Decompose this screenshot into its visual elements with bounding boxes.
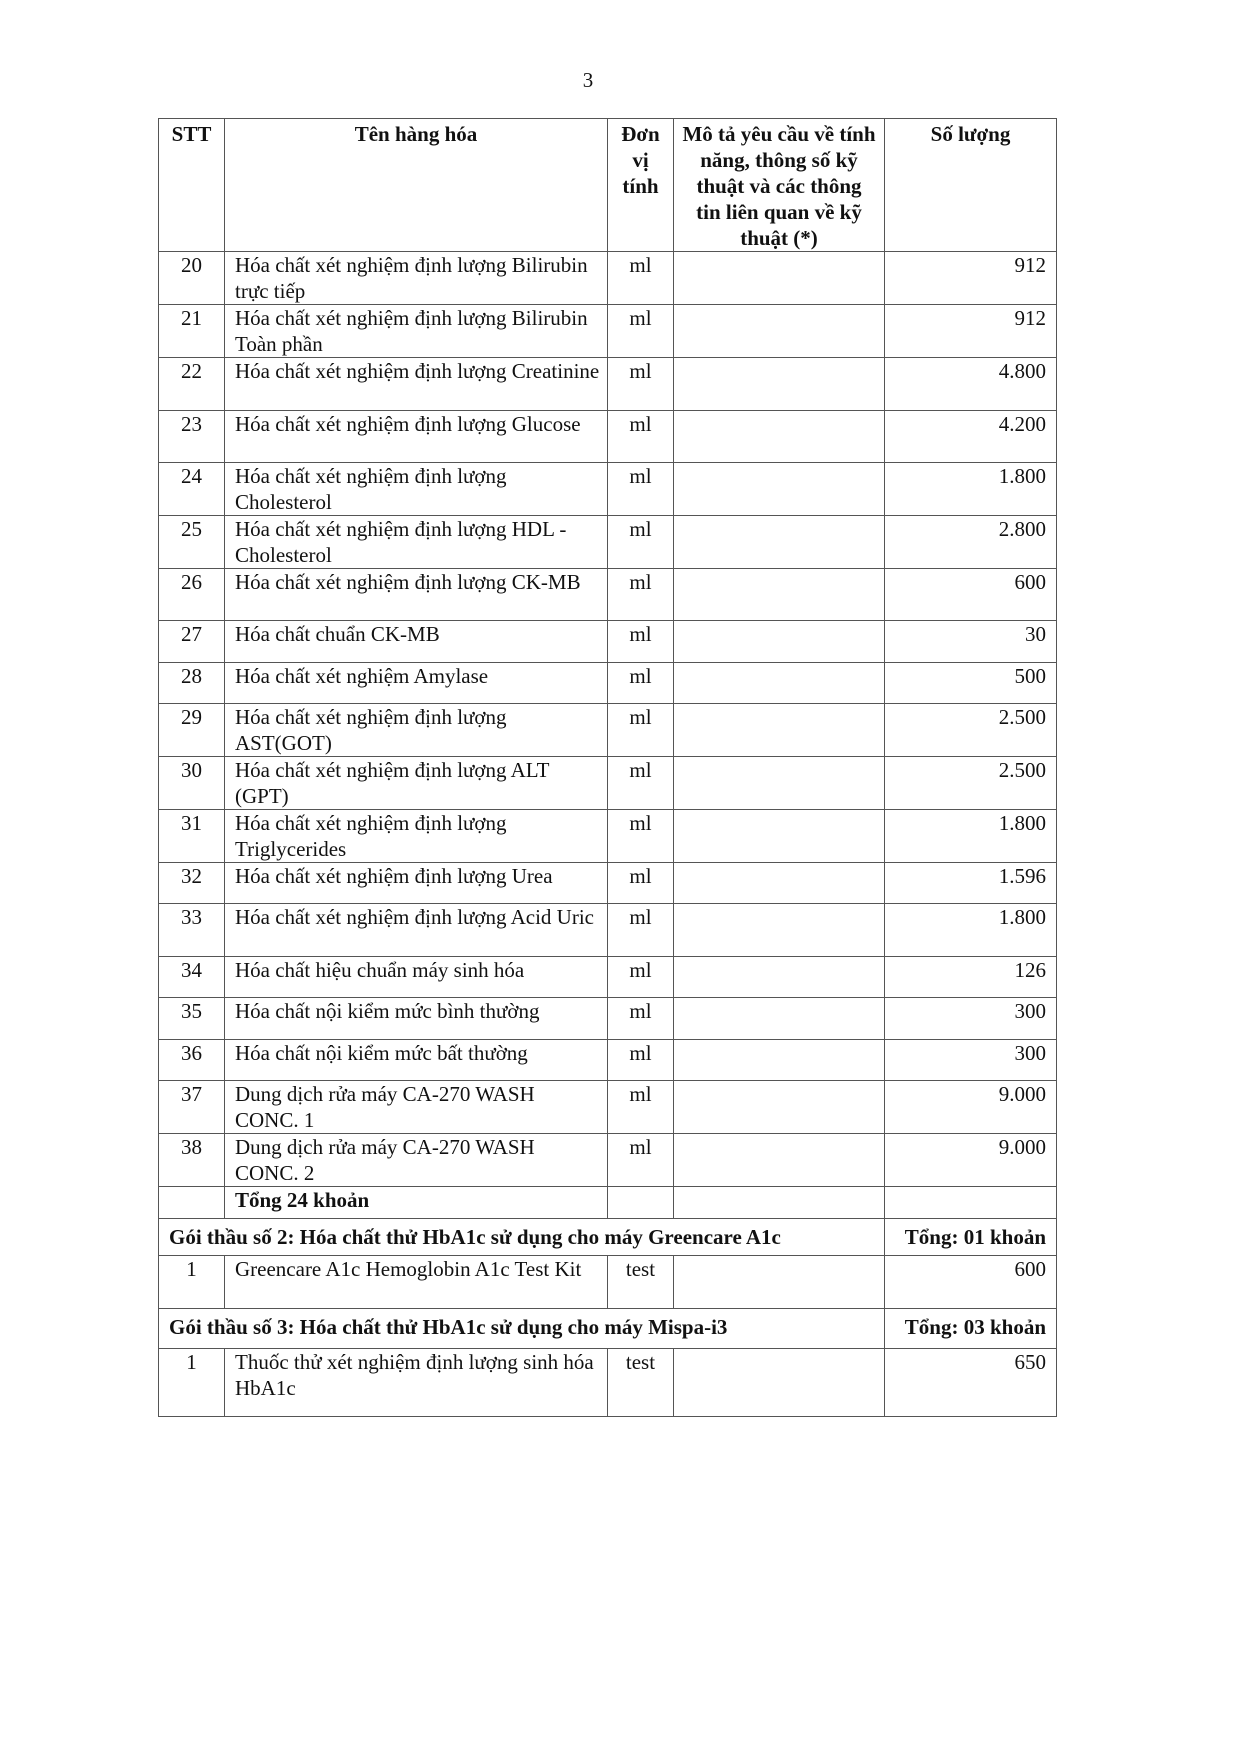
table-row <box>159 1349 1057 1417</box>
row-unit: ml <box>608 704 674 757</box>
row-unit: ml <box>608 757 674 810</box>
row-quantity: 9.000 <box>885 1134 1057 1187</box>
row-name: Dung dịch rửa máy CA-270 WASH CONC. 2 <box>225 1134 608 1187</box>
row-quantity: 30 <box>885 621 1057 663</box>
table-row <box>159 704 1057 757</box>
row-name: Hóa chất chuẩn CK-MB <box>225 621 608 663</box>
row-unit: ml <box>608 411 674 463</box>
row-quantity: 2.500 <box>885 757 1057 810</box>
row-name: Hóa chất xét nghiệm định lượng Creatinine <box>225 358 608 411</box>
row-unit: ml <box>608 663 674 704</box>
row-quantity: 1.800 <box>885 810 1057 863</box>
row-quantity: 912 <box>885 252 1057 305</box>
table-row <box>159 757 1057 810</box>
row-stt: 21 <box>159 305 225 358</box>
row-name: Hóa chất nội kiểm mức bất thường <box>225 1040 608 1081</box>
col-header-quantity: Số lượng <box>885 119 1057 252</box>
row-description <box>674 904 885 957</box>
row-description <box>674 810 885 863</box>
row-description <box>674 1256 885 1309</box>
row-name: Hóa chất xét nghiệm định lượng Cholesterol <box>225 463 608 516</box>
row-description <box>674 863 885 904</box>
row-name: Hóa chất nội kiểm mức bình thường <box>225 998 608 1040</box>
row-stt: 27 <box>159 621 225 663</box>
row-description <box>674 1081 885 1134</box>
row-name: Hóa chất xét nghiệm định lượng Bilirubin Toàn phần <box>225 305 608 358</box>
row-quantity: 126 <box>885 957 1057 998</box>
row-unit: ml <box>608 358 674 411</box>
row-description <box>674 411 885 463</box>
row-stt: 22 <box>159 358 225 411</box>
col-header-unit: Đơn vị tính <box>608 119 674 252</box>
table-row <box>159 863 1057 904</box>
empty-cell <box>159 1187 225 1219</box>
row-unit: ml <box>608 1134 674 1187</box>
row-name: Thuốc thử xét nghiệm định lượng sinh hóa HbA1c <box>225 1349 608 1417</box>
row-unit: ml <box>608 463 674 516</box>
row-description <box>674 998 885 1040</box>
goods-table <box>158 118 1057 1417</box>
row-quantity: 300 <box>885 998 1057 1040</box>
row-stt: 26 <box>159 569 225 621</box>
table-row <box>159 252 1057 305</box>
col-header-stt: STT <box>159 119 225 252</box>
col-header-description: Mô tả yêu cầu về tính năng, thông số kỹ thuật và các thông tin liên quan về kỹ thuật (*) <box>674 119 885 252</box>
row-unit: ml <box>608 810 674 863</box>
row-stt: 24 <box>159 463 225 516</box>
row-stt: 29 <box>159 704 225 757</box>
row-description <box>674 1134 885 1187</box>
table-row <box>159 463 1057 516</box>
table-row <box>159 663 1057 704</box>
row-stt: 20 <box>159 252 225 305</box>
row-stt: 32 <box>159 863 225 904</box>
table-row <box>159 305 1057 358</box>
row-name: Hóa chất xét nghiệm định lượng Bilirubin trực tiếp <box>225 252 608 305</box>
row-description <box>674 757 885 810</box>
row-name: Hóa chất xét nghiệm định lượng AST(GOT) <box>225 704 608 757</box>
table-row <box>159 810 1057 863</box>
row-stt: 25 <box>159 516 225 569</box>
row-name: Hóa chất xét nghiệm Amylase <box>225 663 608 704</box>
row-unit: ml <box>608 998 674 1040</box>
row-unit: ml <box>608 569 674 621</box>
row-stt: 23 <box>159 411 225 463</box>
row-name: Hóa chất xét nghiệm định lượng Triglycerides <box>225 810 608 863</box>
row-stt: 30 <box>159 757 225 810</box>
table-row <box>159 1256 1057 1309</box>
row-unit: test <box>608 1349 674 1417</box>
row-name: Hóa chất hiệu chuẩn máy sinh hóa <box>225 957 608 998</box>
table-row <box>159 1081 1057 1134</box>
table-row <box>159 1134 1057 1187</box>
table-row <box>159 569 1057 621</box>
header-row <box>159 119 1057 252</box>
row-description <box>674 704 885 757</box>
package3-total: Tổng: 03 khoản <box>885 1309 1057 1349</box>
empty-cell <box>674 1187 885 1219</box>
page-number: 3 <box>582 68 594 92</box>
row-quantity: 500 <box>885 663 1057 704</box>
package2-total: Tổng: 01 khoản <box>885 1219 1057 1256</box>
row-name: Hóa chất xét nghiệm định lượng ALT (GPT) <box>225 757 608 810</box>
empty-cell <box>885 1187 1057 1219</box>
row-name: Dung dịch rửa máy CA-270 WASH CONC. 1 <box>225 1081 608 1134</box>
table-row <box>159 621 1057 663</box>
row-name: Hóa chất xét nghiệm định lượng Acid Uric <box>225 904 608 957</box>
row-name: Hóa chất xét nghiệm định lượng Glucose <box>225 411 608 463</box>
row-stt: 34 <box>159 957 225 998</box>
row-description <box>674 305 885 358</box>
row-unit: ml <box>608 1081 674 1134</box>
row-quantity: 2.800 <box>885 516 1057 569</box>
package1-total: Tổng 24 khoản <box>225 1187 608 1219</box>
row-description <box>674 1349 885 1417</box>
package1-total-row <box>159 1187 1057 1219</box>
row-stt: 35 <box>159 998 225 1040</box>
table-row <box>159 957 1057 998</box>
row-description <box>674 358 885 411</box>
row-stt: 38 <box>159 1134 225 1187</box>
package3-header-row <box>159 1309 1057 1349</box>
row-description <box>674 569 885 621</box>
row-unit: ml <box>608 863 674 904</box>
row-quantity: 4.800 <box>885 358 1057 411</box>
row-unit: ml <box>608 252 674 305</box>
row-stt: 33 <box>159 904 225 957</box>
row-quantity: 300 <box>885 1040 1057 1081</box>
row-stt: 31 <box>159 810 225 863</box>
row-quantity: 600 <box>885 569 1057 621</box>
row-quantity: 4.200 <box>885 411 1057 463</box>
col-header-name: Tên hàng hóa <box>225 119 608 252</box>
row-unit: test <box>608 1256 674 1309</box>
row-quantity: 912 <box>885 305 1057 358</box>
package2-header-row <box>159 1219 1057 1256</box>
row-unit: ml <box>608 1040 674 1081</box>
row-description <box>674 957 885 998</box>
row-description <box>674 621 885 663</box>
row-unit: ml <box>608 904 674 957</box>
row-description <box>674 463 885 516</box>
row-stt: 28 <box>159 663 225 704</box>
table-row <box>159 411 1057 463</box>
row-unit: ml <box>608 957 674 998</box>
row-stt: 37 <box>159 1081 225 1134</box>
table-row <box>159 516 1057 569</box>
row-quantity: 650 <box>885 1349 1057 1417</box>
row-quantity: 1.596 <box>885 863 1057 904</box>
row-description <box>674 663 885 704</box>
table-row <box>159 358 1057 411</box>
row-stt: 1 <box>159 1256 225 1309</box>
row-name: Hóa chất xét nghiệm định lượng Urea <box>225 863 608 904</box>
row-stt: 36 <box>159 1040 225 1081</box>
row-quantity: 1.800 <box>885 463 1057 516</box>
empty-cell <box>608 1187 674 1219</box>
row-unit: ml <box>608 516 674 569</box>
table-row <box>159 998 1057 1040</box>
row-unit: ml <box>608 621 674 663</box>
row-name: Greencare A1c Hemoglobin A1c Test Kit <box>225 1256 608 1309</box>
row-quantity: 600 <box>885 1256 1057 1309</box>
row-unit: ml <box>608 305 674 358</box>
row-description <box>674 516 885 569</box>
package3-title: Gói thầu số 3: Hóa chất thử HbA1c sử dụng cho máy Mispa-i3 <box>159 1309 885 1349</box>
table-row <box>159 904 1057 957</box>
row-description <box>674 252 885 305</box>
package2-title: Gói thầu số 2: Hóa chất thử HbA1c sử dụng cho máy Greencare A1c <box>159 1219 885 1256</box>
row-quantity: 9.000 <box>885 1081 1057 1134</box>
row-quantity: 1.800 <box>885 904 1057 957</box>
table-row <box>159 1040 1057 1081</box>
row-name: Hóa chất xét nghiệm định lượng HDL - Cholesterol <box>225 516 608 569</box>
row-description <box>674 1040 885 1081</box>
row-name: Hóa chất xét nghiệm định lượng CK-MB <box>225 569 608 621</box>
row-stt: 1 <box>159 1349 225 1417</box>
row-quantity: 2.500 <box>885 704 1057 757</box>
